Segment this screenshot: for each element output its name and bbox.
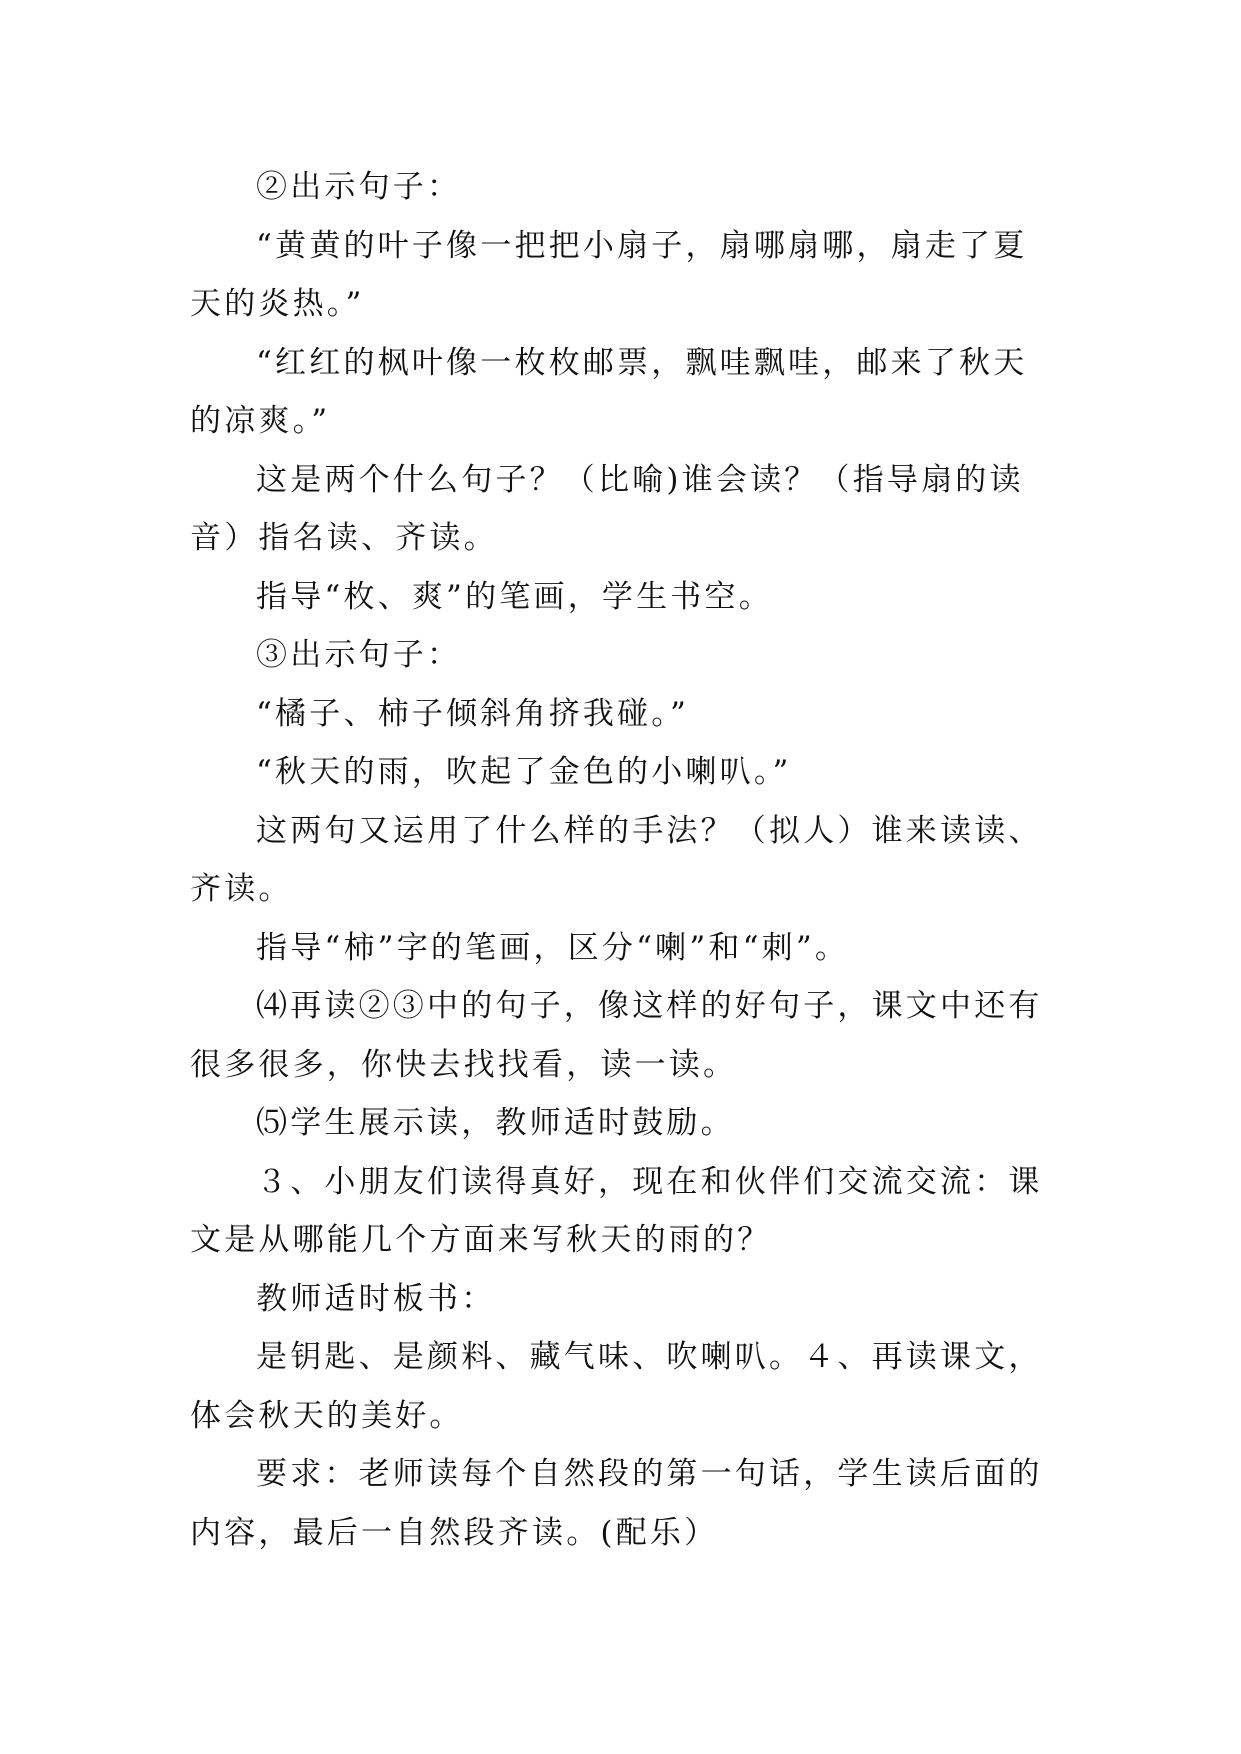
paragraph: “红红的枫叶像一枚枚邮票，飘哇飘哇，邮来了秋天的凉爽。” bbox=[190, 344, 1028, 439]
paragraph: 这是两个什么句子？（比喻)谁会读？（指导扇的读音）指名读、齐读。 bbox=[190, 461, 1024, 556]
paragraph: ③出示句子： bbox=[256, 637, 462, 673]
paragraph: ⑸学生展示读，教师适时鼓励。 bbox=[256, 1105, 735, 1141]
paragraph: ②出示句子： bbox=[256, 169, 462, 205]
paragraph: 教师适时板书： bbox=[256, 1280, 496, 1317]
paragraph: “黄黄的叶子像一把把小扇子，扇哪扇哪，扇走了夏天的炎热。” bbox=[190, 227, 1028, 322]
paragraph: 这两句又运用了什么样的手法？（拟人）谁来读读、齐读。 bbox=[190, 812, 1043, 907]
paragraph: ３、小朋友们读得真好，现在和伙伴们交流交流：课文是从哪能几个方面来写秋天的雨的？ bbox=[190, 1163, 1043, 1258]
document-body bbox=[190, 158, 1050, 1562]
paragraph: 是钥匙、是颜料、藏气味、吹喇叭。４、再读课文，体会秋天的美好。 bbox=[190, 1339, 1043, 1434]
paragraph: “秋天的雨，吹起了金色的小喇叭。” bbox=[256, 754, 792, 790]
paragraph: 指导“枚、爽”的笔画，学生书空。 bbox=[256, 578, 773, 615]
paragraph: 要求：老师读每个自然段的第一句话，学生读后面的内容，最后一自然段齐读。(配乐） bbox=[190, 1456, 1043, 1551]
paragraph: ⑷再读②③中的句子，像这样的好句子，课文中还有很多很多，你快去找找看，读一读。 bbox=[190, 988, 1043, 1083]
paragraph: 指导“柿”字的笔画，区分“喇”和“刺”。 bbox=[256, 929, 850, 966]
paragraph: “橘子、柿子倾斜角挤我碰。” bbox=[256, 695, 689, 732]
